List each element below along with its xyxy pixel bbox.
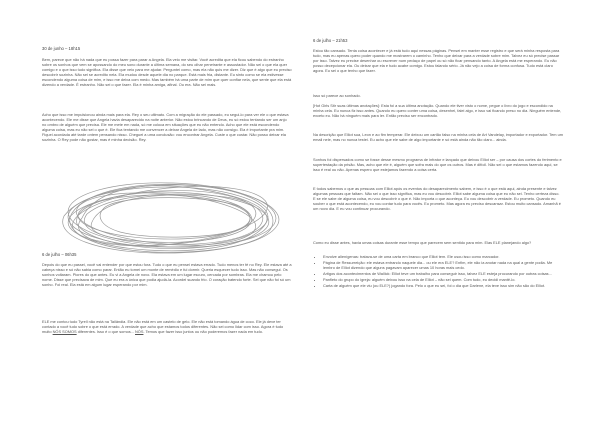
entry-paragraph xyxy=(42,112,292,143)
entry-date-june-30: 30 de junho – 18h15 xyxy=(42,46,81,51)
entry-paragraph: [Hot Girls Stir suas últimas anotações]: Esta foi a sua última anotação. Quando ele tiver visto o nome, pegue o livro do jogo e escondido na minha cela. Eu nunca fiz isso antes. Quando eu quero conter uma coisa, desenhei, falei algo, e isso vai ficando preso no dia. Ninguém entende, exceto eu. Não há ninguém mais para ler. Então preciso ser encontrado. xyxy=(313,103,562,119)
evidence-list xyxy=(313,254,563,290)
list-item: • Página de Ressurreição: ele estava entrando naquele dia... ou ele era ELE? Enfim, ele não ia anotar nada na qual a gente podia. Me lembro de Elliot dizendo que alguns pagavam aparecer umas 10 horas mais cedo. xyxy=(323,260,563,270)
underlined-text: NÓS SOMOS xyxy=(52,329,77,335)
entry-text: diferentes. Isso é o que somos... xyxy=(76,329,135,335)
underlined-text: NÓS xyxy=(135,329,144,335)
list-item: • Envolve alienígenas: tratava-se de uma carta em branco que Elliot tem. Ele usou isso como marcador. xyxy=(323,254,563,259)
entry-paragraph: Estou tão cansado. Tenta coisa acontecer e já está tudo aqui nessas páginas. Pensei em manter esse registro e que será minha resposta para tudo, mas eu apenas quero poder quando me mostrarem o caminho. Tenho que deixar para a verdade sobre mim. Talvez eu só precise passar por isso. Talvez eu precise desenhar ou escrever num pedaço de papel ou só não ficar pensando tanto. A Angela está me esperando. Eu não posso decepcionar ela. Ou deixar que ela e tudo acabe comigo. Estou falando sério. Já não vejo a coisa de forma confusa. Tudo está claro agora. Eu sei o que tenho que fazer. xyxy=(313,48,560,74)
entry-paragraph xyxy=(42,319,292,334)
entry-text: . Temos que fazer isso juntos ou não poderemos fazer nada em tudo. xyxy=(143,329,263,335)
entry-paragraph: Na descrição que Elliot sua, Leon e ao fim temperar. Ele deixou um cartão falso na minha cela de Art Vandelay, importador e exportador. Tem um email nele, mas no nunca testei. Eu acho que ele sabe de algo importante e só está ainda não tão claro... ainda. xyxy=(313,132,563,143)
entry-paragraph: Depois do que eu passei, você vai entender por que estou fora. Tudo o que eu pensei estava errado. Tudo menos ter fé no Rey. Ele estava até a cabeça nisso e só não sabia como parar. Então eu tomei um monte de remédio e fui dormir. Queria esquecer tudo isso. Mas não consegui. Os sonhos voltaram. Piores do que antes. Eu vi a Angela de novo. Ela estava em um lugar escuro, cercada por sombras. Ela me chamou pelo nome. Disse que precisava de mim. Que eu era a única que podia ajudá-la. Acordei suando frio. O coração batendo forte. Sei que não foi só um sonho. Foi real. Ela está em algum lugar esperando por mim. xyxy=(42,262,292,288)
entry-paragraph: Isso só parece ao sonhado. xyxy=(313,93,361,98)
entry-paragraph: Como eu disse antes, havia umas coisas durante esse tempo que parecem sem sentido para mim. Elas ELE planejando algo? xyxy=(313,240,532,245)
list-item: • Artigos dos acontecimentos de Wallick: Elliot teve um trabalho para conseguir isso, talvez ELE esteja procurando por outras coisas... xyxy=(323,271,563,276)
entry-paragraph-text: Acho que isso me impulsionou ainda mais para ela. Rey o seu ultimato. Com a migração do ele passado, eu segui-lo para ver ele o que estava acontecendo. Ele me disse que Angela havia desaparecido na noite anterior. Não estou brincando de Deus, eu só estou tentando ser um anjo no ombro de alguém que precisa. Ele me mete em nada, só me coloca em situações que eu não entendo. Acho que ele está escondendo alguma coisa, mas eu não sei o que é. Ele fica tentando me convencer a deixar Angela de lado, mas não consigo. Ela é importante pra mim. Fiquei acordada até tarde ontem pensando nisso. Cheguei a uma conclusão: vou encontrar Angela. Custe o que custar. Não posso deixar ela sozinha. O Rey pode não gostar, mas é minha decisão. xyxy=(42,112,289,143)
list-item: • Panfleto do grupo do igreja: alguém deixou isso na cela de Elliot – não sei quem. Com tudo, eu decidi mantê-lo. xyxy=(323,277,563,282)
entry-paragraph-end: Rey. xyxy=(138,137,147,143)
entry-paragraph: E todos sabemos o que as pessoas com Elliot após os eventos do desaparecimento sabem, e isso é o que está aqui, ainda presente e talvez algumas pessoas que faltam. Não sei o que isso significa, mas eu vou descobrir. Elliot sabe alguma coisa que eu não sei. Tenho certeza disso. E se ele sabe de alguma coisa, eu vou descobrir o que é. Não importa o que aconteça. Eu vou descobrir a verdade. Eu prometo. Quando eu souber o que está acontecendo, eu vou contar tudo para vocês. Eu prometo. Mas agora eu preciso descansar. Estou muito cansado. Amanhã é um novo dia. E eu vou continuar procurando. xyxy=(313,186,561,212)
entry-date-july-6-night: 6 de julho – 21h53 xyxy=(313,38,348,43)
scribble-drawing xyxy=(42,178,294,256)
entry-date-july-6-morning: 6 de julho – 06h35 xyxy=(42,252,77,257)
entry-paragraph: Bem, parece que não há nada que eu possa fazer para parar a Angela. Ela veio me visitar. Você acredita que ela ficou sabendo do estranho sobre os sonhos que vem se apossando do meu sono durante a última semana, do seu olhar penetrante e assustador. Não sei o que ela quer comigo e o que isso tudo significa. Ela disse que veio para me ajudar. Perguntei como, mas ela não quis me dizer. Diz que é algo que eu preciso descobrir sozinha. Não sei se acredito nela. Ela mudou desde aquele dia no parque. Está mais fria, distante. Eu sinto como se ela estivesse escondendo alguma coisa de mim, e isso me deixa com medo. Mas também há uma parte de mim que quer confiar nela, que sente que ela está dizendo a verdade. É estranho. Não sei o que fazer. Ela é minha amiga, afinal. Ou era. Não sei mais. xyxy=(42,57,292,88)
entry-paragraph: Sonhos foi dispersados como se fosse desse mesmo programa de infrator e lançado que deixou Elliot ser – por causa dos cortes do ferimento e supertestação da prisão. Mas, acho que ele é, alguém que sofra mais do que os outros. Mas é difícil. Não sei o que estamos fazendo aqui, se isso é real ou não. Apenas espero que estejamos fazendo a coisa certa. xyxy=(313,157,562,173)
list-item: • Carta de alguém que ele viu (ou ELE?) jogando fora. Pelo o que eu sei, foi o dia que Darlene, ela teve isso sim não são do Elliot. xyxy=(323,283,563,288)
entry-text: ELE me contou tudo Tyrell não está na Tailândia. Ele não está em um castelo de gelo. Ele não está tomando água de coco. Ele já deve ter contado a você tudo sobre o que está errado. A verdade que acho que estamos todos diferentes. Não sei como lidar com isso. Agora é tudo muito xyxy=(42,319,284,335)
